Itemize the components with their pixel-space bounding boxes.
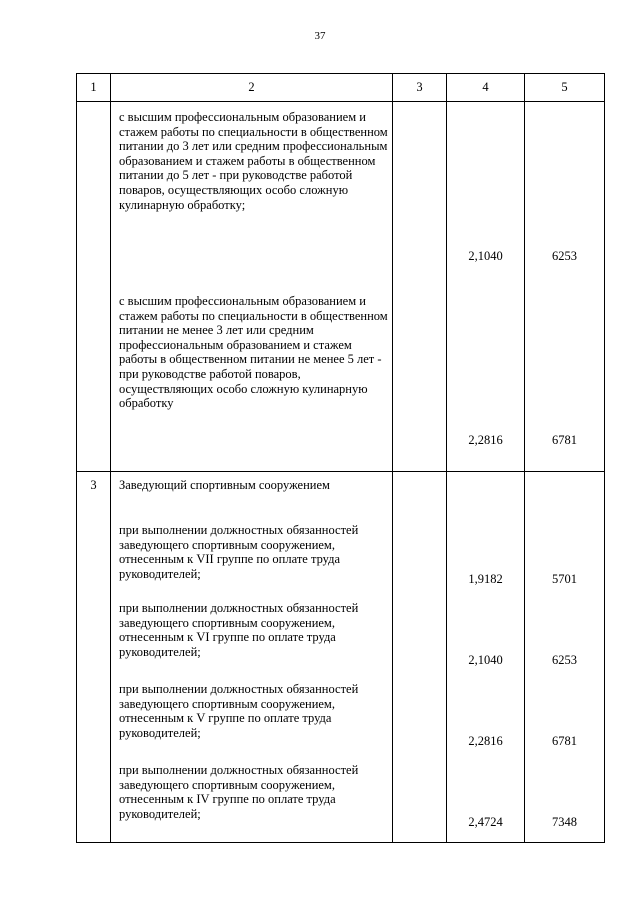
coefficient-value: 2,2816 — [468, 433, 503, 447]
coefficient-value: 2,2816 — [468, 734, 503, 748]
entry-text: с высшим профессиональным образованием и стажем работы по специальности в общественном питании не менее 3 лет или средним профессиональным образованием и стажем работы в общественном питании не менее 5 лет - при руководстве работой поваров, осуществляющих особо сложную кулинарную обработку — [119, 294, 388, 411]
salary-value: 7348 — [552, 815, 577, 829]
coefficient-value: 2,4724 — [468, 815, 503, 829]
entry-text: при выполнении должностных обязанностей заведующего спортивным сооружением, отнесенным к VI группе по оплате труда руководителей; — [119, 601, 359, 659]
empty-cell — [393, 472, 447, 843]
entry-text: при выполнении должностных обязанностей заведующего спортивным сооружением, отнесенным к VII группе по оплате труда руководителей; — [119, 523, 359, 581]
salary-value: 6253 — [552, 653, 577, 667]
table-row — [77, 102, 605, 472]
description-cell — [111, 472, 393, 843]
salary-value: 6253 — [552, 249, 577, 263]
salary-value: 6781 — [552, 734, 577, 748]
salary-value: 6781 — [552, 433, 577, 447]
salary-cell — [525, 102, 605, 472]
entry-text: с высшим профессиональным образованием и стажем работы по специальности в общественном питании до 3 лет или средним профессиональным образованием и стажем работы в общественном питании до 5 лет - при руководстве работой поваров, осуществляющих особо сложную кулинарную обработку; — [119, 110, 388, 212]
salary-value: 5701 — [552, 572, 577, 586]
header-cell-3: 3 — [393, 74, 447, 102]
entry-text: при выполнении должностных обязанностей заведующего спортивным сооружением, отнесенным к IV группе по оплате труда руководителей; — [119, 763, 359, 821]
coefficient-value: 2,1040 — [468, 653, 503, 667]
coefficient-cell — [447, 102, 525, 472]
empty-cell — [393, 102, 447, 472]
table-header-row — [77, 74, 605, 102]
header-cell-5: 5 — [525, 74, 605, 102]
page-number: 37 — [314, 30, 326, 42]
header-cell-4: 4 — [447, 74, 525, 102]
header-cell-1: 1 — [77, 74, 111, 102]
row-number: 3 — [90, 478, 97, 492]
coefficient-value: 2,1040 — [468, 249, 503, 263]
table-row — [77, 472, 605, 843]
position-title: Заведующий спортивным сооружением — [119, 478, 330, 492]
coefficient-value: 1,9182 — [468, 572, 503, 586]
salary-cell — [525, 472, 605, 843]
description-cell — [111, 102, 393, 472]
entry-text: при выполнении должностных обязанностей заведующего спортивным сооружением, отнесенным к V группе по оплате труда руководителей; — [119, 682, 359, 740]
salary-table — [76, 73, 605, 843]
coefficient-cell — [447, 472, 525, 843]
row-number-cell — [77, 102, 111, 472]
row-number-cell — [77, 472, 111, 843]
header-cell-2: 2 — [111, 74, 393, 102]
